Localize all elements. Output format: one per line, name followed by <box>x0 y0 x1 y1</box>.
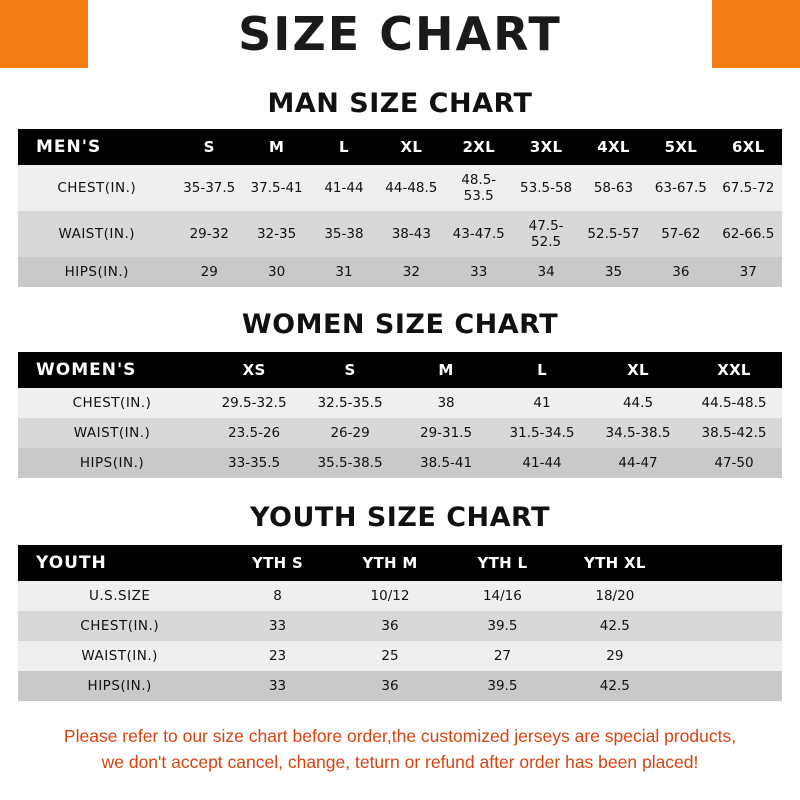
footnote-line-2: we don't accept cancel, change, teturn or refund after order has been placed! <box>101 752 699 773</box>
table-row <box>18 671 782 701</box>
cell: 67.5-72 <box>722 180 775 196</box>
cell: 14/16 <box>482 588 522 604</box>
column-header: 5XL <box>664 138 698 156</box>
cell: 8 <box>273 588 282 604</box>
cell: 37 <box>739 264 757 280</box>
table-row <box>18 257 782 287</box>
column-header: M <box>268 138 285 156</box>
table-body <box>18 388 782 478</box>
cell: 36 <box>381 618 399 634</box>
column-header: YTH L <box>477 554 528 572</box>
cell: 44.5 <box>622 395 654 411</box>
row-label: CHEST(IN.) <box>57 180 137 196</box>
column-header: 4XL <box>597 138 630 156</box>
cell: 31.5-34.5 <box>509 425 575 441</box>
table-body <box>18 165 782 287</box>
cell: 38-43 <box>391 226 431 242</box>
table-body <box>18 581 782 701</box>
content-area <box>0 88 800 776</box>
cell: 35-38 <box>324 226 364 242</box>
cell-spacer <box>671 671 782 701</box>
cell: 32 <box>402 264 420 280</box>
cell: 29-32 <box>189 226 229 242</box>
cell: 43-47.5 <box>452 226 505 242</box>
cell: 37.5-41 <box>250 180 303 196</box>
cell: 39.5 <box>487 618 518 634</box>
header-banner <box>0 0 800 68</box>
row-label: WAIST(IN.) <box>58 226 136 242</box>
cell: 34 <box>537 264 555 280</box>
cell: 42.5 <box>599 678 630 694</box>
table-header-row <box>18 352 782 388</box>
cell: 57-62 <box>661 226 701 242</box>
table-head <box>18 545 782 581</box>
table-head <box>18 129 782 165</box>
cell: 36 <box>672 264 690 280</box>
cell: 36 <box>381 678 399 694</box>
column-header: XS <box>242 361 266 379</box>
table-row <box>18 418 782 448</box>
cell: 62-66.5 <box>722 226 775 242</box>
column-header: YTH S <box>251 554 304 572</box>
row-label: HIPS(IN.) <box>64 264 129 280</box>
column-header: 3XL <box>529 138 563 156</box>
column-header: S <box>344 361 356 379</box>
cell: 38 <box>437 395 455 411</box>
row-label: WAIST(IN.) <box>81 648 158 664</box>
page-title: SIZE CHART <box>238 7 562 61</box>
cell: 58-63 <box>593 180 634 196</box>
cell: 32.5-35.5 <box>317 395 383 411</box>
cell: 44.5-48.5 <box>701 395 767 411</box>
cell: 34.5-38.5 <box>605 425 671 441</box>
cell: 48.5-53.5 <box>461 172 497 204</box>
table-row <box>18 211 782 257</box>
cell: 38.5-41 <box>419 455 473 471</box>
column-header: M <box>438 361 454 379</box>
column-header: XL <box>400 138 423 156</box>
table-youth-size-chart <box>18 545 782 701</box>
column-header: S <box>203 138 215 156</box>
column-header-rowlabel: MEN'S <box>36 137 102 157</box>
column-header: L <box>537 361 547 379</box>
section-title-man: MAN SIZE CHART <box>267 88 533 119</box>
cell: 32-35 <box>256 226 297 242</box>
table-man-size-chart <box>18 129 782 287</box>
row-label: HIPS(IN.) <box>87 678 152 694</box>
cell-spacer <box>671 581 782 611</box>
cell: 35-37.5 <box>183 180 236 196</box>
cell: 33 <box>268 678 287 694</box>
cell: 23.5-26 <box>228 425 281 441</box>
section-title-youth: YOUTH SIZE CHART <box>249 502 551 533</box>
cell: 41-44 <box>324 180 364 196</box>
cell: 44-48.5 <box>385 180 438 196</box>
cell: 35 <box>604 264 623 280</box>
column-header: XL <box>627 361 649 379</box>
cell: 31 <box>335 264 353 280</box>
cell: 25 <box>381 648 399 664</box>
table-row <box>18 641 782 671</box>
cell: 29 <box>606 648 624 664</box>
row-label: HIPS(IN.) <box>79 455 145 471</box>
table-head <box>18 352 782 388</box>
column-header: L <box>339 138 349 156</box>
row-label: CHEST(IN.) <box>80 618 160 634</box>
section-title-women: WOMEN SIZE CHART <box>241 309 559 340</box>
cell-spacer <box>671 611 782 641</box>
footnote <box>18 723 782 776</box>
cell: 47-50 <box>714 455 754 471</box>
cell: 29-31.5 <box>419 425 473 441</box>
column-header-rowlabel: YOUTH <box>36 553 107 573</box>
cell-spacer <box>671 641 782 671</box>
cell: 38.5-42.5 <box>701 425 767 441</box>
cell: 63-67.5 <box>654 180 707 196</box>
cell: 42.5 <box>599 618 630 634</box>
table-row <box>18 388 782 418</box>
column-header-spacer <box>671 545 782 581</box>
table-header-row <box>18 129 782 165</box>
cell: 27 <box>493 648 511 664</box>
table-header-row <box>18 545 782 581</box>
cell: 39.5 <box>487 678 518 694</box>
table-row <box>18 611 782 641</box>
cell: 23 <box>268 648 287 664</box>
cell: 33 <box>268 618 287 634</box>
table-row <box>18 165 782 211</box>
column-header-rowlabel: WOMEN'S <box>36 360 137 380</box>
cell: 30 <box>267 264 286 280</box>
cell: 35.5-38.5 <box>317 455 383 471</box>
column-header: XXL <box>717 361 751 379</box>
cell: 18/20 <box>595 588 635 604</box>
cell: 26-29 <box>330 425 370 441</box>
cell: 29 <box>200 264 218 280</box>
cell: 33 <box>470 264 488 280</box>
row-label: U.S.SIZE <box>88 588 151 604</box>
column-header: YTH M <box>362 554 418 572</box>
table-row <box>18 448 782 478</box>
cell: 29.5-32.5 <box>221 395 287 411</box>
row-label: CHEST(IN.) <box>72 395 152 411</box>
cell: 41-44 <box>522 455 562 471</box>
column-header: 6XL <box>732 138 765 156</box>
cell: 41 <box>533 395 551 411</box>
footnote-line-1: Please refer to our size chart before order,the customized jerseys are special products, <box>63 726 737 746</box>
cell: 44-47 <box>618 455 658 471</box>
column-header: YTH XL <box>583 554 646 572</box>
cell: 52.5-57 <box>587 226 640 242</box>
column-header: 2XL <box>462 138 495 156</box>
cell: 33-35.5 <box>228 455 281 471</box>
cell: 10/12 <box>370 588 410 604</box>
table-women-size-chart <box>18 352 782 478</box>
cell: 53.5-58 <box>520 180 573 196</box>
table-row <box>18 581 782 611</box>
cell: 47.5-52.5 <box>528 218 564 250</box>
row-label: WAIST(IN.) <box>73 425 151 441</box>
